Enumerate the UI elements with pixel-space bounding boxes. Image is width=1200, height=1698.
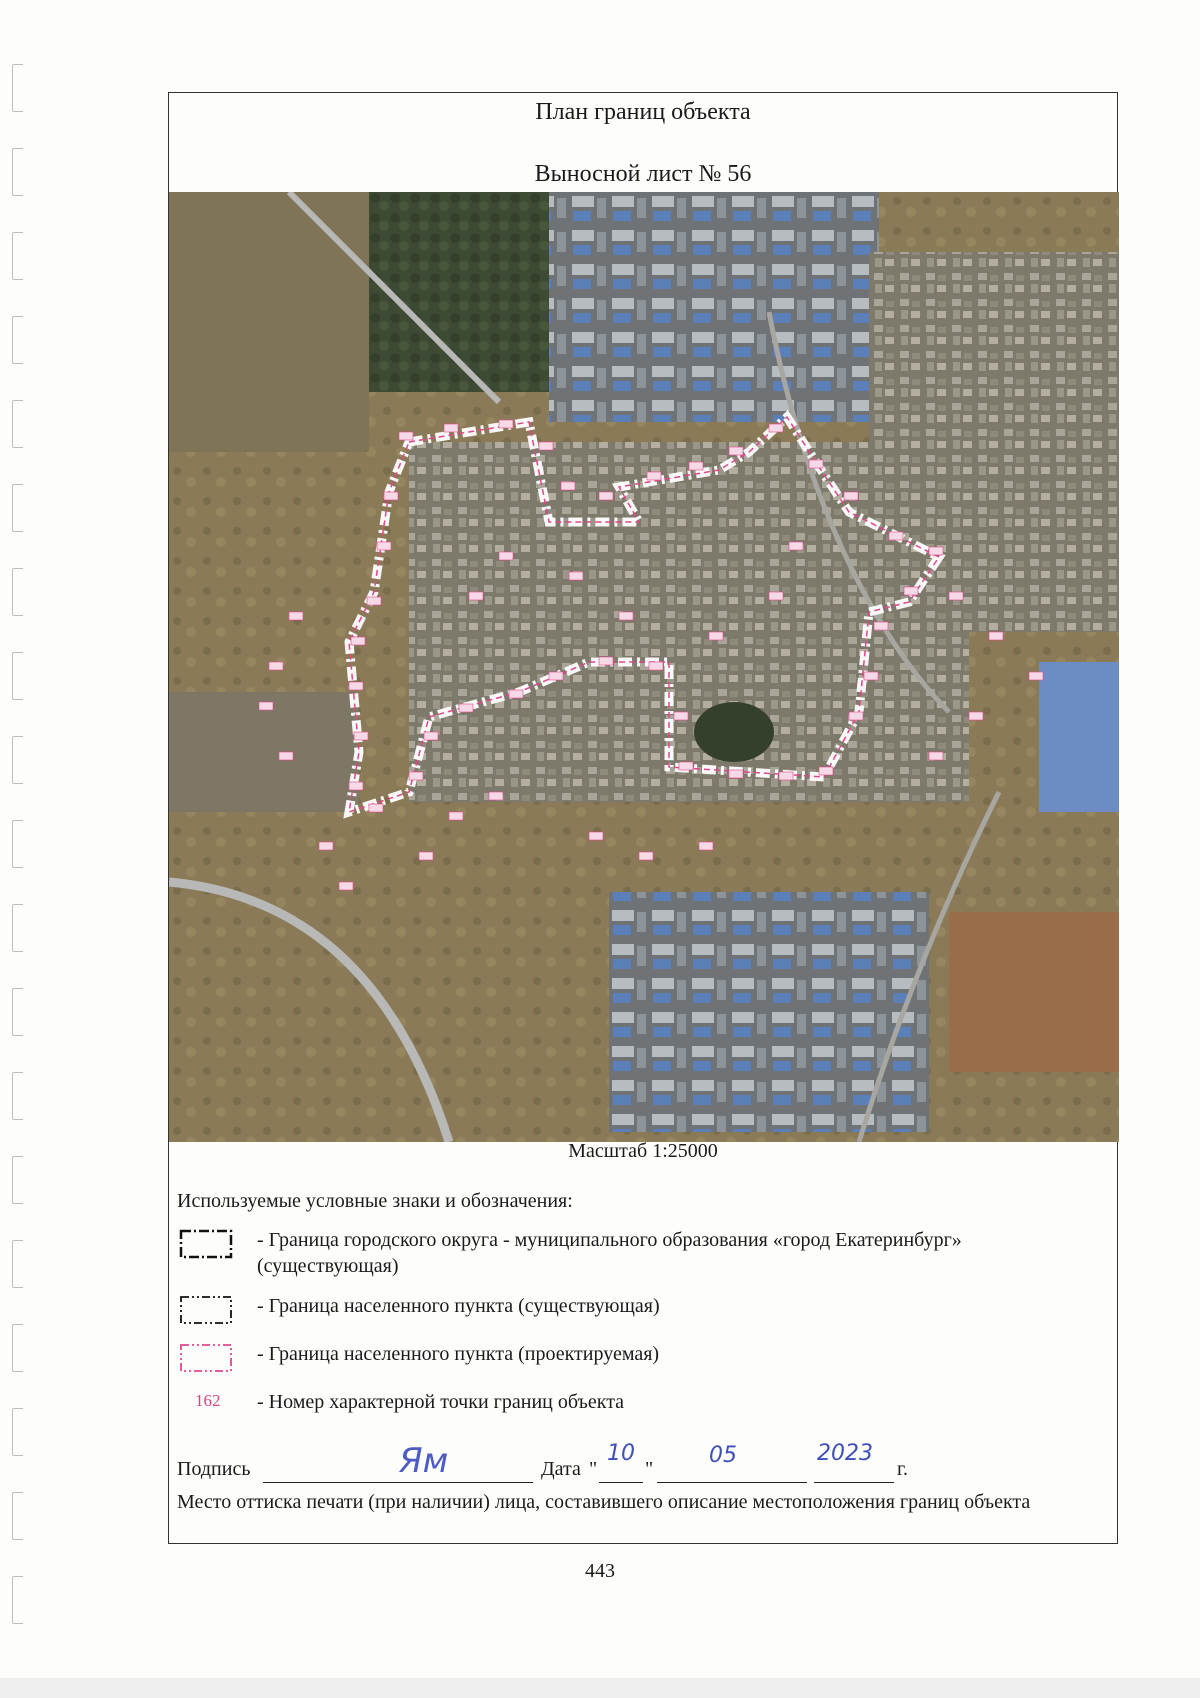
binding-hole [12, 1240, 23, 1288]
date-label: Дата [541, 1458, 581, 1480]
sheet-number: Выносной лист № 56 [534, 161, 752, 187]
map-scale: Масштаб 1:25000 [568, 1140, 718, 1162]
binding-hole [12, 1156, 23, 1204]
settlement-existing-symbol-icon [177, 1293, 237, 1329]
binding-hole [12, 988, 23, 1036]
page-number: 443 [585, 1560, 615, 1582]
binding-hole [12, 232, 23, 280]
binding-hole [12, 1492, 23, 1540]
legend-text: - Граница населенного пункта (существующая) [257, 1295, 660, 1317]
year-suffix: г. [897, 1458, 908, 1480]
binding-hole [12, 652, 23, 700]
date-year: 2023 [817, 1441, 873, 1466]
signature-line [263, 1460, 533, 1483]
satellite-map[interactable] [169, 192, 1119, 1142]
handwritten-signature: Ям [399, 1441, 449, 1481]
binding-hole [12, 484, 23, 532]
legend-text: - Граница городского округа - муниципального образования «город Екатеринбург» (существующая) [257, 1229, 962, 1277]
date-month: 05 [709, 1443, 737, 1468]
binding-hole [12, 904, 23, 952]
binding-hole [12, 148, 23, 196]
binding-hole [12, 736, 23, 784]
signature-label: Подпись [177, 1458, 251, 1480]
binding-hole [12, 1072, 23, 1120]
date-quote-open: " [589, 1458, 598, 1480]
legend-text: - Граница населенного пункта (проектируемая) [257, 1343, 660, 1365]
map-graphic [169, 192, 1119, 1142]
binding-hole [12, 1408, 23, 1456]
city-boundary-symbol-icon [177, 1227, 237, 1263]
binding-hole [12, 568, 23, 616]
date-day: 10 [607, 1441, 635, 1466]
binding-holes [8, 0, 34, 1698]
stamp-place-note: Место оттиска печати (при наличии) лица, составившего описание местоположения границ объекта [177, 1491, 1031, 1513]
document-frame [168, 92, 1118, 1544]
binding-hole [12, 64, 23, 112]
legend-heading: Используемые условные знаки и обозначения: [177, 1190, 573, 1212]
binding-hole [12, 400, 23, 448]
page-title: План границ объекта [535, 99, 751, 125]
settlement-projected-symbol-icon [177, 1341, 237, 1377]
legend-text: - Номер характерной точки границ объекта [257, 1391, 625, 1413]
date-quote-close: " [645, 1458, 654, 1480]
page-bottom-edge [0, 1678, 1200, 1698]
point-number-sample: 162 [195, 1391, 221, 1410]
binding-hole [12, 820, 23, 868]
binding-hole [12, 1324, 23, 1372]
binding-hole [12, 1576, 23, 1624]
binding-hole [12, 316, 23, 364]
